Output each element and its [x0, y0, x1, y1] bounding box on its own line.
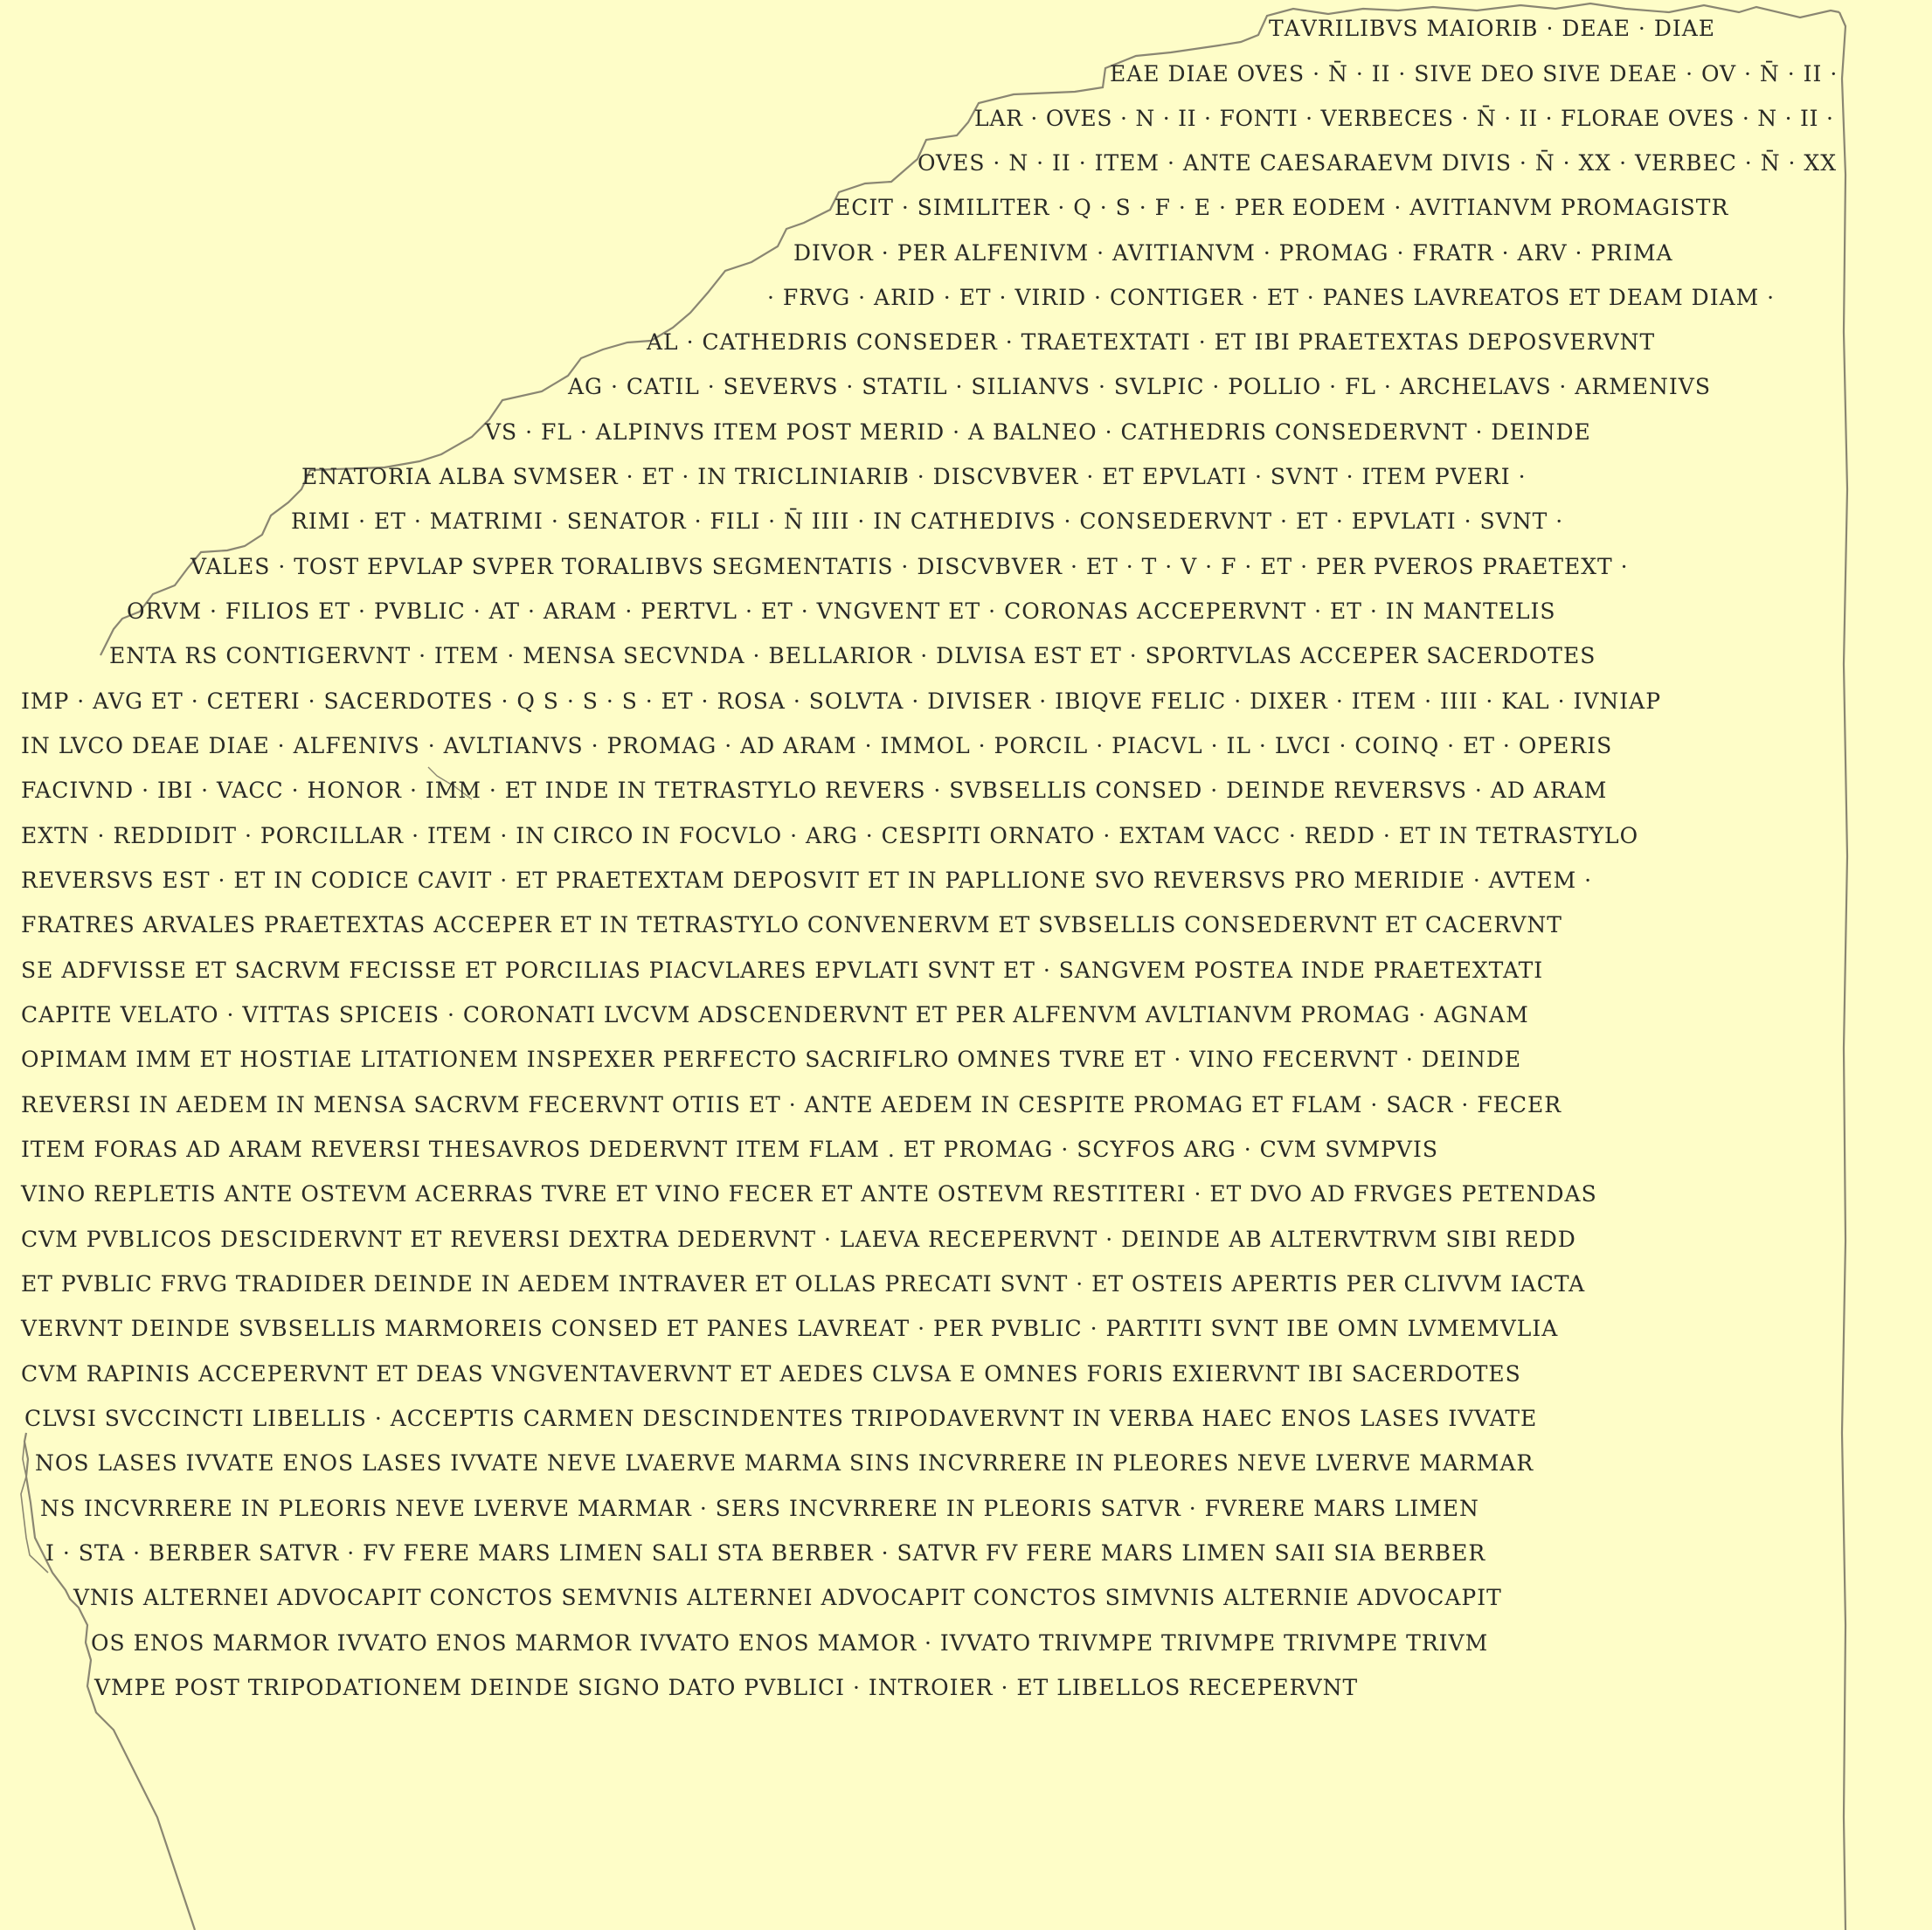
inscription-line-22: SE ADFVISSE ET SACRVM FECISSE ET PORCILIAS PIACVLARES EPVLATI SVNT ET · SANGVEM POSTEA INDE PRAETEXTATI	[21, 958, 1544, 983]
inscription-line-38: VMPE POST TRIPODATIONEM DEINDE SIGNO DATO PVBLICI · INTROIER · ET LIBELLOS RECEPERVNT	[94, 1675, 1359, 1700]
inscription-line-23: CAPITE VELATO · VITTAS SPICEIS · CORONATI LVCVM ADSCENDERVNT ET PER ALFENVM AVLTIANVM PROMAG · AGNAM	[21, 1002, 1529, 1027]
inscription-line-25: REVERSI IN AEDEM IN MENSA SACRVM FECERVNT OTIIS ET · ANTE AEDEM IN CESPITE PROMAG ET FLAM · SACR · FECER	[21, 1092, 1562, 1117]
inscription-line-21: FRATRES ARVALES PRAETEXTAS ACCEPER ET IN TETRASTYLO CONVENERVM ET SVBSELLIS CONSEDERVNT ET CACERVNT	[21, 912, 1562, 937]
inscription-line-33: NOS LASES IVVATE ENOS LASES IVVATE NEVE LVAERVE MARMA SINS INCVRRERE IN PLEORES NEVE LVERVE MARMAR	[35, 1450, 1534, 1476]
inscription-line-2: EAE DIAE OVES · N̄ · II · SIVE DEO SIVE DEAE · OV · N̄ · II ·	[1110, 61, 1839, 86]
inscription-line-7: · FRVG · ARID · ET · VIRID · CONTIGER · ET · PANES LAVREATOS ET DEAM DIAM ·	[767, 285, 1776, 310]
inscription-line-11: ENATORIA ALBA SVMSER · ET · IN TRICLINIARIB · DISCVBVER · ET EPVLATI · SVNT · ITEM PVERI ·	[301, 464, 1527, 489]
inscription-line-35: I · STA · BERBER SATVR · FV FERE MARS LIMEN SALI STA BERBER · SATVR FV FERE MARS LIMEN SAII SIA BERBER	[45, 1540, 1486, 1566]
inscription-line-14: ORVM · FILIOS ET · PVBLIC · AT · ARAM · PERTVL · ET · VNGVENT ET · CORONAS ACCEPERVNT · ET · IN MANTELIS	[127, 598, 1556, 624]
inscription-line-32: CLVSI SVCCINCTI LIBELLIS · ACCEPTIS CARMEN DESCINDENTES TRIPODAVERVNT IN VERBA HAEC ENOS LASES IVVATE	[24, 1406, 1538, 1431]
inscription-line-19: EXTN · REDDIDIT · PORCILLAR · ITEM · IN CIRCO IN FOCVLO · ARG · CESPITI ORNATO · EXTAM VACC · REDD · ET IN TETRASTYLO	[21, 823, 1639, 848]
inscription-line-24: OPIMAM IMM ET HOSTIAE LITATIONEM INSPEXER PERFECTO SACRIFLRO OMNES TVRE ET · VINO FECERVNT · DEINDE	[21, 1047, 1522, 1072]
inscription-line-3: LAR · OVES · N · II · FONTI · VERBECES · N̄ · II · FLORAE OVES · N · II ·	[974, 106, 1834, 131]
inscription-line-4: OVES · N · II · ITEM · ANTE CAESARAEVM DIVIS · N̄ · XX · VERBEC · N̄ · XX	[918, 150, 1838, 176]
inscription-line-37: OS ENOS MARMOR IVVATO ENOS MARMOR IVVATO ENOS MAMOR · IVVATO TRIVMPE TRIVMPE TRIVMPE TRIVM	[91, 1630, 1489, 1656]
inscription-line-29: ET PVBLIC FRVG TRADIDER DEINDE IN AEDEM INTRAVER ET OLLAS PRECATI SVNT · ET OSTEIS APERTIS PER CLIVVM IACTA	[21, 1271, 1586, 1297]
inscription-line-15: ENTA RS CONTIGERVNT · ITEM · MENSA SECVNDA · BELLARIOR · DLVISA EST ET · SPORTVLAS ACCEPER SACERDOTES	[109, 643, 1596, 668]
inscription-line-36: VNIS ALTERNEI ADVOCAPIT CONCTOS SEMVNIS ALTERNEI ADVOCAPIT CONCTOS SIMVNIS ALTERNIE ADVOCAPIT	[73, 1585, 1502, 1610]
inscription-line-17: IN LVCO DEAE DIAE · ALFENIVS · AVLTIANVS · PROMAG · AD ARAM · IMMOL · PORCIL · PIACVL · IL · LVCI · COINQ · ET · OPERIS	[21, 733, 1613, 758]
inscription-line-34: NS INCVRRERE IN PLEORIS NEVE LVERVE MARMAR · SERS INCVRRERE IN PLEORIS SATVR · FVRERE MARS LIMEN	[40, 1496, 1479, 1521]
inscription-line-31: CVM RAPINIS ACCEPERVNT ET DEAS VNGVENTAVERVNT ET AEDES CLVSA E OMNES FORIS EXIERVNT IBI SACERDOTES	[21, 1361, 1521, 1387]
inscription-line-20: REVERSVS EST · ET IN CODICE CAVIT · ET PRAETEXTAM DEPOSVIT ET IN PAPLLIONE SVO REVERSVS PRO MERIDIE · AVTEM ·	[21, 868, 1593, 893]
inscription-line-6: DIVOR · PER ALFENIVM · AVITIANVM · PROMAG · FRATR · ARV · PRIMA	[793, 240, 1673, 266]
inscription-line-1: ΤΑVRILIBVS MAIORIB · DEAE · DIAE	[1269, 16, 1716, 41]
inscription-line-10: VS · FL · ALPINVS ITEM POST MERID · A BALNEO · CATHEDRIS CONSEDERVNT · DEINDE	[485, 419, 1591, 445]
inscription-line-30: VERVNT DEINDE SVBSELLIS MARMOREIS CONSED ET PANES LAVREAT · PER PVBLIC · PARTITI SVNT IBE OMN LVMEMVLIA	[21, 1316, 1559, 1341]
inscription-line-18: FACIVND · IBI · VACC · HONOR · IMM · ET INDE IN TETRASTYLO REVERS · SVBSELLIS CONSED · DEINDE REVERSVS · AD ARAM	[21, 778, 1608, 803]
inscription-line-28: CVM PVBLICOS DESCIDERVNT ET REVERSI DEXTRA DEDERVNT · LAEVA RECEPERVNT · DEINDE AB ALTERVTRVM SIBI REDD	[21, 1227, 1576, 1252]
inscription-line-13: VALES · TOST EPVLAP SVPER TORALIBVS SEGMENTATIS · DISCVBVER · ET · T · V · F · ET · PER PVEROS PRAETEXT ·	[190, 554, 1629, 579]
inscription-line-12: RIMI · ET · MATRIMI · SENATOR · FILI · N̄ IIII · IN CATHEDIVS · CONSEDERVNT · ET · EPVLATI · SVNT ·	[291, 508, 1564, 534]
inscription-line-9: AG · CATIL · SEVERVS · STATIL · SILIANVS · SVLPIC · POLLIO · FL · ARCHELAVS · ARMENIVS	[568, 374, 1711, 399]
inscription-line-16: IMP · AVG ET · CETERI · SACERDOTES · Q S · S · S · ET · ROSA · SOLVTA · DIVISER · IBIQVE FELIC · DIXER · ITEM · IIII · KAL · IVNIAP	[21, 688, 1662, 714]
inscription-line-26: ITEM FORAS AD ARAM REVERSI THESAVROS DEDERVNT ITEM FLAM . ET PROMAG · SCYFOS ARG · CVM SVMPVIS	[21, 1137, 1438, 1162]
inscription-line-5: ECIT · SIMILITER · Q · S · F · E · PER EODEM · AVITIANVM PROMAGISTR	[834, 195, 1729, 220]
inscription-line-27: VINO REPLETIS ANTE OSTEVM ACERRAS TVRE ET VINO FECER ET ANTE OSTEVM RESTITERI · ET DVO AD FRVGES PETENDAS	[21, 1181, 1597, 1207]
inscription-line-8: AL · CATHEDRIS CONSEDER · TRAETEXTATI · ET IBI PRAETEXTAS DEPOSVERVNT	[647, 329, 1656, 355]
